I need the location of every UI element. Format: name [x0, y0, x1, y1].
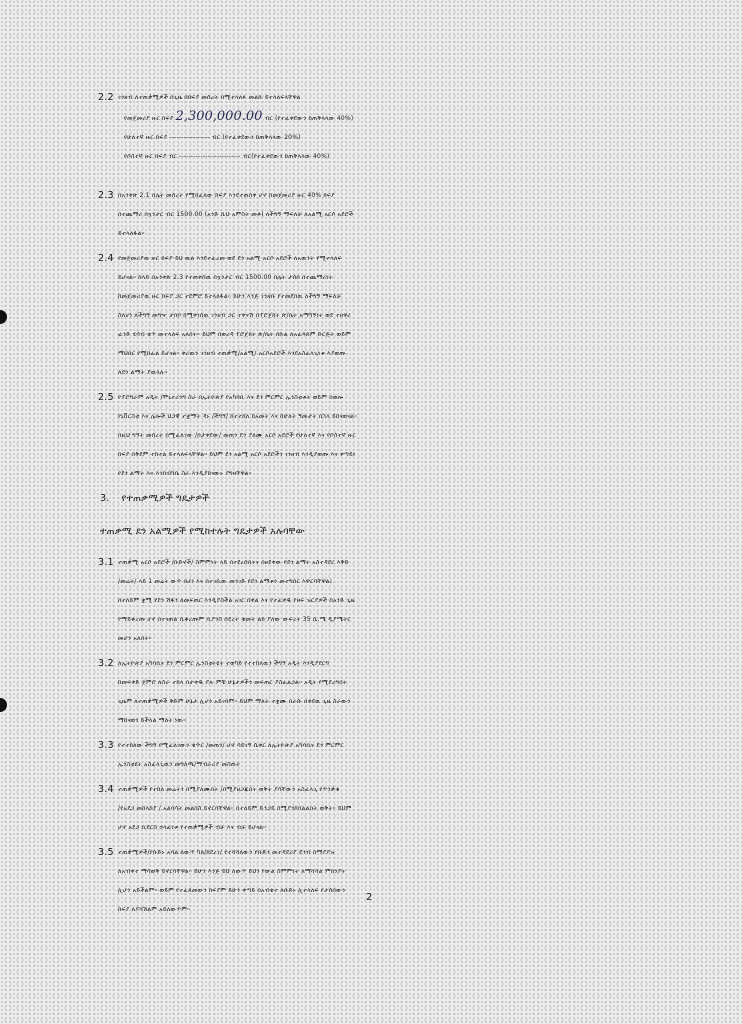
section-title: የተጠቃሚዎች ግዴታዎች	[121, 493, 210, 504]
clause-line: በተጨማሪ በኳንታር ብር 1500.00 (አንድ ሺህ አምስት መቶ) ለችግኝ ማፍለቻ ለአልሚ አርሶ አደሮች	[118, 211, 354, 218]
payment-round-2	[118, 128, 688, 147]
clause-line: የደን ልማት እና እንክብካቤ ስራ እንዲያከናውኑ ያግዛቸዋል።	[118, 470, 252, 477]
clause-line: የማይቆረጡ ሆኖ በተናጠል ሲቆረጡም ቢያንስ በደረት ቁመት ልክ ያለው ውፍረት 35 ሴ.ሜ ዲያሜትር	[118, 616, 351, 623]
clause-line: ይሆናል። ከላይ በአንቀጽ 2.3 የተጠቀሰዉ በኳንታር ብር 1500.00 በሌት ታሰበ በተጨማሪነት	[118, 274, 334, 281]
clause-number: 2.3	[98, 190, 114, 201]
clause-line: ለደን ልማት ያዉላሉ።	[118, 369, 168, 376]
clause-line: የተተከለው ችግኝ የሚፈለገውን ቁጥር /መጠን/ ሆኖ ሳይገኝ ሲቀር ለኢትዮጵያ አካባቢና ደን ምርምር	[118, 742, 344, 749]
clause-text: ገንዘብ ለተጠቃሚዎች በጊዜ በክፍያ መሰረት በሚተላለፉ መልኩ ይተላለፍላቸዋል	[118, 94, 301, 101]
clause-line: የመጀመሪያዉ ዙር ክፍያ ይህ ዉል እንደተፈረመ ወደ ደን አልሚ አርሶ አደሮች ለአዉንት የሚተላለፍ	[118, 255, 342, 262]
clause-line: /የአደጋ መከላከያ / አልባሳት መልበስ ይኖርባቸዋል። በተለይም ድንጋይ በሚያንከባልልበት ወቅት። ይህም	[118, 805, 352, 812]
clause-line: ለአብቀተ ማሳወቅ ይኖርባቸዋል። ይሁን እንጅ ይህ ለውጥ ይህን የውል ስምምነት ለማሻሻል ምክንያት	[118, 868, 346, 875]
clause-line: የፕሮግራም አዲት /ሞኒተሪንግ ስራ በኢትዮጵያ የአካባቢ እና ደን ምርምር ኢንስቲቱት ወይም በወሎ	[118, 394, 344, 401]
clause-number: 3.5	[98, 847, 114, 858]
clause-line: ሊሆን አይችልም። ወይም የተፈጸመውን ክፍያም ይሁን ቀጣይ በአብቁተ ለቡድኑ ሊተላለፍ የታሰበውን	[118, 887, 346, 894]
clause-3-1	[98, 553, 688, 648]
clause-line: ክፍያ በቅደም ተከተል ይተላለፍላቸዋል። ይህም ደን አልሚ አርሶ አደሮችን ገንዘብ እንዲያወጡ እና ቀጣይነ	[118, 451, 356, 458]
page-number: 2	[366, 892, 373, 903]
clause-line: ፈንድ ሂሳብ ቁጥ መተላለፍ አለበት። ይህም በወረዳ ፕሮጀክት ጽ/ቤት በኩል ለአፈጻጸም ድርጅት ወይም	[118, 331, 351, 338]
payment-label: የሶስተኛ ዙር ክፍያ ብር	[124, 153, 178, 160]
section-number: 3.	[100, 493, 110, 504]
clause-line: የኒቨርስቲ እና ሌሎች ህጋዊ ተቋማት ዳኑ /ችግኝ/ ከተተከለ ከአመት እና ከሁለት ዓመታት በኋላ ይከናወናል።	[118, 413, 358, 420]
clause-3-4	[98, 780, 688, 837]
clause-line: /መሬት/ ላይ 1 መሬት ውጥ በሆነ እና በተገቢው መንገድ የደን ልማቱን መተግበር እዋርባቸዋል፤	[118, 578, 333, 585]
handwritten-amount: 2,300,000.00	[175, 109, 263, 124]
clause-line: ተጠቃሚ አርሶ አደሮች /ቡድኖች/ ስምምነት ላይ በተደረሰበትና በፀደቀው የደን ልማት አስተዳደር እቅድ	[118, 559, 349, 566]
clause-2-5	[98, 388, 688, 483]
clause-number: 3.2	[98, 658, 114, 669]
clause-line: ክፍያ ለያሻሽልም አይለውጥም።	[118, 906, 191, 913]
clause-line: ይተላለፋል።	[118, 230, 145, 237]
clause-2-2	[98, 88, 688, 166]
section-3-subtitle: ተጠቃሚ ደን አልሚዎች የሚከተሉት ግዴታዎች አሉባቸው	[100, 526, 306, 537]
clause-line: መሆን አለበት።	[118, 635, 152, 642]
payment-round-3	[118, 147, 688, 166]
clause-number: 2.2	[98, 92, 114, 103]
clause-line: በአንቀጽ 2.1 በሌት መሰረት የሚከፈለው ክፍያ እንደተጠበቀ ሆኖ ከመጀመሪያ ዙር 40% ክፍያ	[118, 192, 335, 199]
payment-note: ብር(የተፈቀደውን ከጠቅላላው 40%)	[242, 153, 330, 160]
clause-line: ማህበር የሚከፈል ይሆናል። ቀሪዉን ገንዘብ ተጠቃሚ/አልሚ/ አርሶአደሮች እንደአስፈላጊነቱ እያወጡ	[118, 350, 346, 357]
payment-note: ብር (የተፈቀደውን ከጠቅላላው 20%)	[211, 134, 301, 141]
clause-number: 2.4	[98, 253, 114, 264]
clause-line: ጊዜም ለተጠቃሚዎች ቅድም ሁኔታ ሊሆን አይገባም። ይህም ማለት ተቋሙ በራሱ በቀደዉ ጊዜ ስራውን	[118, 698, 351, 705]
blank-amount: -----------------	[169, 134, 210, 141]
clause-line: ተጠቃሚዎች/የቡድኑ አባል ለውጥ ካለ/ከደረገ/ የተሻሻለውን የቡድን መተዳደሪያ ደንብ በማያያዝ	[118, 849, 335, 856]
binder-hole-mark	[0, 698, 7, 712]
clause-3-3	[98, 736, 688, 774]
payment-note: ብር (የተፈቀደውን ከጠቅላላው 40%)	[264, 115, 354, 122]
clause-line: ተጠቃሚዎች የተከለ መሬትን በሚያለሙበት /በሚያዘጋጁበት ወቅት ያሳቸውን አስፈላጊ የጥንቃቄ	[118, 786, 340, 793]
clause-2-4	[98, 249, 688, 382]
clause-line: ከመጀመሪያዉ ዙር ክፍያ ጋር ተደምሮ ይተላለፋል። ይሁን እንጅ ገንዘቡ የተመደበዉ ለችግኝ ማፍለቻ	[118, 293, 342, 300]
clause-line: ስለሆነ ለችግኝ መግዣ ታበቦ ከሚቀነሰዉ ገንዘብ ጋር ተቀናሽ በፕሮጀክት ጽ/ቤት አማካኝነት ወደ ተዘዋሪ	[118, 312, 351, 319]
binder-hole-mark	[0, 310, 7, 324]
clause-line: በዚህ ግኝት መሰረት በሚፈለገው /በታቀደው/ መጠን ደን ያለሙ አርሶ አደሮች የሁለተኛ እና የሶስተኛ ዙር	[118, 432, 356, 439]
clause-number: 3.4	[98, 784, 114, 795]
clause-3-5	[98, 843, 688, 919]
payment-label: የመጀመሪያ ዙር ክፍያ	[124, 115, 174, 122]
clause-line: በተለይም ቋሚ የደን ሽፋን ለመፍጠር እንዲያስችል አገር በቀል እና የተፈቀዱ የዛፍ ዝርያዎች በአንድ ጊዜ	[118, 597, 355, 604]
clause-number: 3.3	[98, 740, 114, 751]
section-3-heading	[100, 489, 688, 508]
blank-amount: --------------------------	[179, 153, 241, 160]
document-body	[98, 88, 688, 925]
clause-line: ሆኖ አደጋ ቢደርስ ኃላፊነቱ የተጠቃሚዎች ብቻ እና ብቻ ይሆናል።	[118, 824, 267, 831]
clause-number: 2.5	[98, 392, 114, 403]
payment-round-1	[118, 107, 688, 128]
clause-line: ለኢትዮጵያ አካባቢና ደን ምርምር ኢንስቲትዩት ተወካይ የተተከለዉን ችግኝ አዲት እንዲያደርግ	[118, 660, 330, 667]
clause-line: ኢንስቲዩት አስፈላጊዉን መግለጫ/ማብራሪያ መስጠት	[118, 761, 241, 768]
clause-3-2	[98, 654, 688, 730]
clause-line: ማከናወን ይችላል ማለት ነው።	[118, 717, 187, 724]
payment-label: የሁለተኛ ዙር ክፍያ	[124, 134, 168, 141]
clause-number: 3.1	[98, 557, 114, 568]
clause-2-3	[98, 186, 688, 243]
clause-line: ከመፍቀድ ጀምሮ ለስራ ተከላ በታቀዱ ያሉ ምቹ ሁኔታዎችን መፍጠር ያስፈልጋል። አዲት የሚደረግበት	[118, 679, 348, 686]
